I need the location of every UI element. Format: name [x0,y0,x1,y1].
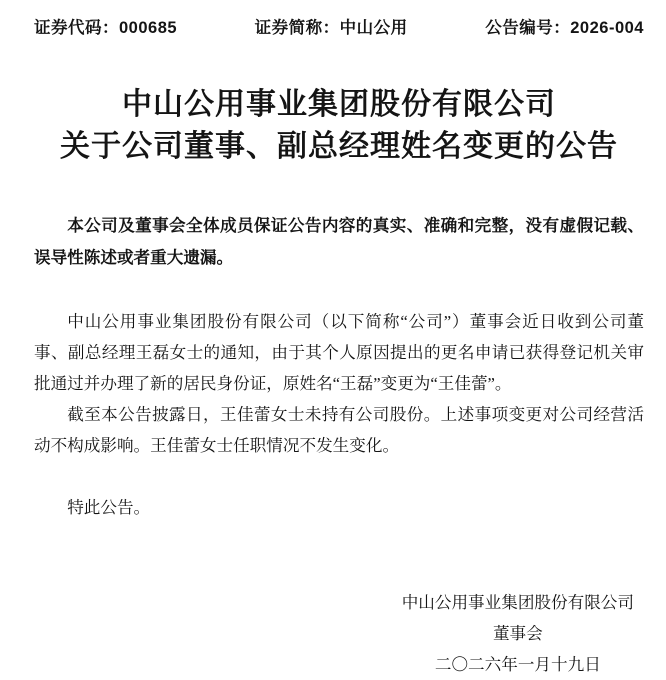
stock-code: 证券代码：000685 [34,19,178,37]
body-paragraph-2: 截至本公告披露日，王佳蕾女士未持有公司股份。上述事项变更对公司经营活动不构成影响。王佳蕾女士任职情况不发生变化。 [34,405,644,455]
body-paragraph-1: 中山公用事业集团股份有限公司（以下简称“公司”）董事会近日收到公司董事、副总经理王磊女士的通知，由于其个人原因提出的更名申请已获得登记机关审批通过并办理了新的居民身份证，原姓名“王磊”变更为“王佳蕾”。 [34,312,644,393]
document-header [34,14,644,38]
document-title [34,84,644,168]
signature-block [402,587,634,680]
signature-company: 中山公用事业集团股份有限公司 [401,593,634,612]
announcement-number: 公告编号：2026-004 [485,19,644,37]
disclaimer-paragraph: 本公司及董事会全体成员保证公告内容的真实、准确和完整，没有虚假记载、误导性陈述或者重大遗漏。 [34,216,644,267]
signature-date: 二〇二六年一月十九日 [434,655,601,674]
closing-statement: 特此公告。 [67,498,151,517]
title-line-1: 中山公用事业集团股份有限公司 [122,88,556,121]
signature-signer: 董事会 [492,624,543,643]
stock-short-name: 证券简称：中山公用 [254,19,408,37]
title-line-2: 关于公司董事、副总经理姓名变更的公告 [60,130,618,163]
